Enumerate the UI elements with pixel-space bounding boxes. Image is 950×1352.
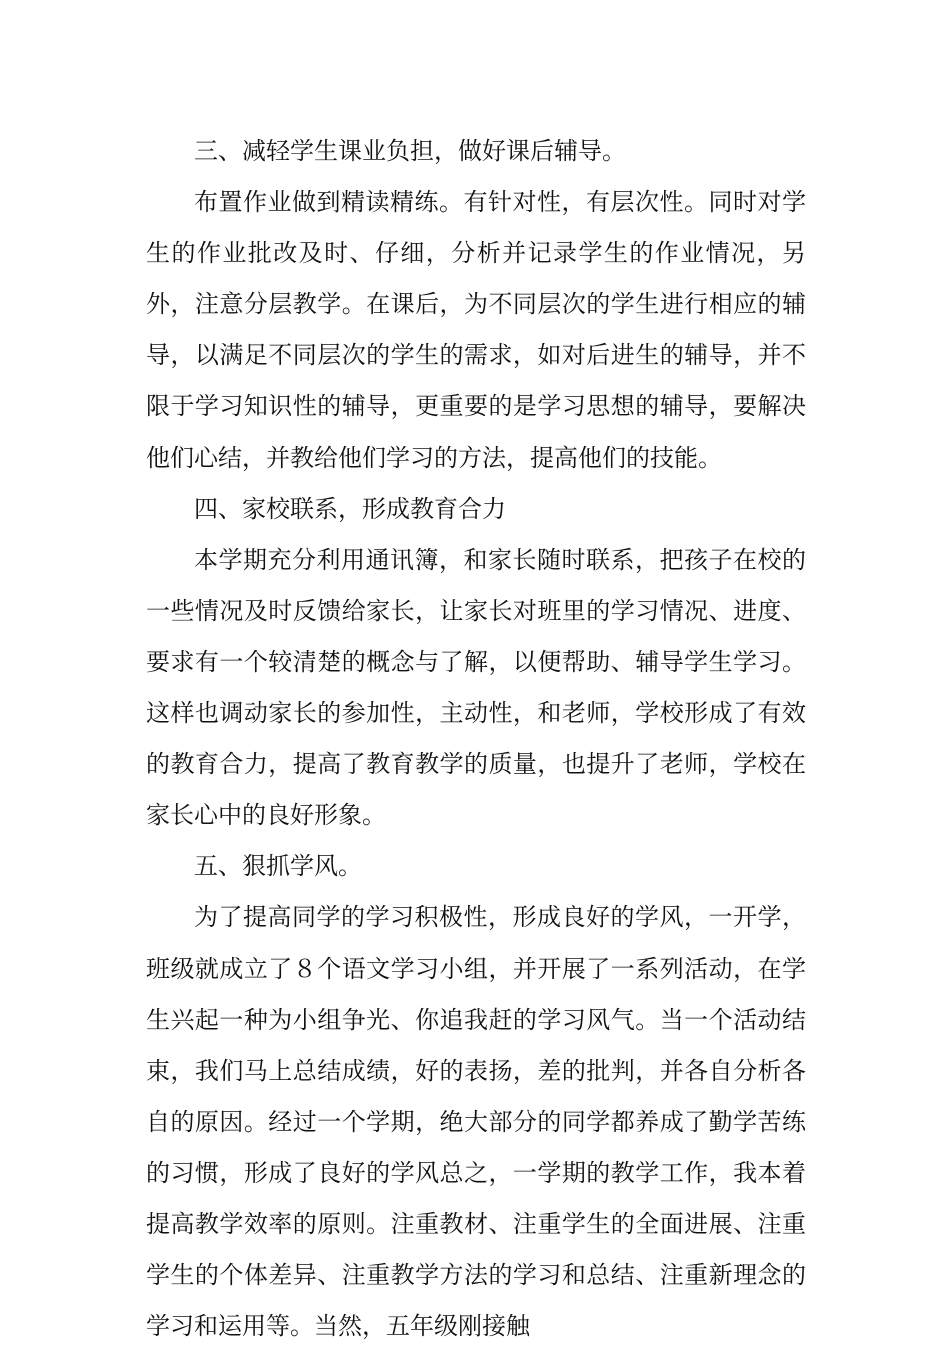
- section-heading-4: 四、家校联系，形成教育合力: [194, 494, 506, 523]
- document-body: [146, 126, 806, 1352]
- body-paragraph: 布置作业做到精读精练。有针对性，有层次性。同时对学生的作业批改及时、仔细，分析并记录学生的作业情况，另外，注意分层教学。在课后，为不同层次的学生进行相应的辅导，以满足不同层次的学生的需求，如对后进生的辅导，并不限于学习知识性的辅导，更重要的是学习思想的辅导，要解决他们心结，并教给他们学习的方法，提高他们的技能。: [146, 188, 806, 472]
- body-paragraph: 为了提高同学的学习积极性，形成良好的学风，一开学，班级就成立了８个语文学习小组，并开展了一系列活动，在学生兴起一种为小组争光、你追我赶的学习风气。当一个活动结束，我们马上总结成绩，好的表扬，差的批判，并各自分析各自的原因。经过一个学期，绝大部分的同学都养成了勤学苦练的习惯，形成了良好的学风总之，一学期的教学工作，我本着提高教学效率的原则。注重教材、注重学生的全面进展、注重学生的个体差异、注重教学方法的学习和总结、注重新理念的学习和运用等。当然，五年级刚接触: [146, 903, 806, 1341]
- body-paragraph: 本学期充分利用通讯簿，和家长随时联系，把孩子在校的一些情况及时反馈给家长，让家长对班里的学习情况、进度、要求有一个较清楚的概念与了解，以便帮助、辅导学生学习。这样也调动家长的参加性，主动性，和老师，学校形成了有效的教育合力，提高了教育教学的质量，也提升了老师，学校在家长心中的良好形象。: [146, 545, 806, 830]
- section-heading-5: 五、狠抓学风。: [194, 852, 362, 881]
- section-heading-3: 三、减轻学生课业负担，做好课后辅导。: [194, 137, 626, 165]
